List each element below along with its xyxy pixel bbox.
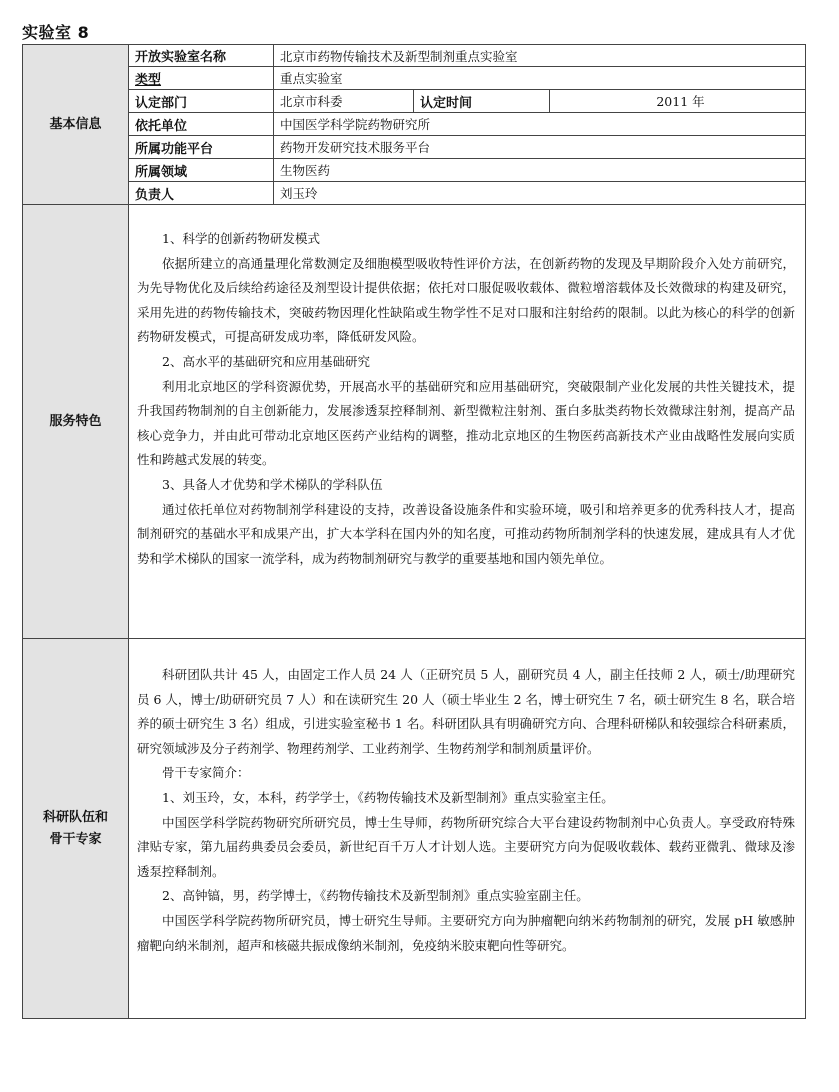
section-label-service: 服务特色 [23,205,129,639]
field-label-head: 负责人 [129,182,274,205]
row-dept [23,90,806,113]
field-value-head: 刘玉玲 [274,182,806,205]
field-value-time: 2011 年 [550,90,806,113]
field-value-name: 北京市药物传输技术及新型制剂重点实验室 [274,45,806,67]
field-label-platform: 所属功能平台 [129,136,274,159]
field-value-platform: 药物开发研究技术服务平台 [274,136,806,159]
field-value-type: 重点实验室 [274,67,806,90]
team-experts-heading: 骨干专家简介： [162,765,250,781]
lab-info-table [22,44,806,1019]
page-title: 实验室 8 [22,23,90,42]
section-label-team-line1: 科研队伍和 [42,809,108,825]
team-expert-1-title: 1、刘玉玲，女，本科，药学学士，《药物传输技术及新型制剂》重点实验室主任。 [162,789,614,805]
field-label-dept: 认定部门 [129,90,274,113]
team-expert-2-title: 2、高钟镐，男，药学博士，《药物传输技术及新型制剂》重点实验室副主任。 [162,888,589,904]
row-lab-name [23,45,806,67]
row-team [23,639,806,1019]
service-paragraph-2: 利用北京地区的学科资源优势，开展高水平的基础研究和应用基础研究，突破限制产业化发展的共性关键技术，提升我国药物制剂的自主创新能力，发展渗透泵控释制剂、新型微粒注射剂、蛋白多肽类药物长效微球注射剂，提高产品核心竞争力，并由此可带动北京地区医药产业结构的调整，推动北京地区的生物医药高新技术产业由战略性发展向实质性和跨越式发展的转变。 [137,378,796,468]
service-body [129,205,806,639]
section-label-basic: 基本信息 [23,45,129,205]
row-type [23,67,806,90]
team-paragraph-1: 科研团队共计 45 人，由固定工作人员 24 人（正研究员 5 人，副研究员 4 人，副主任技师 2 人，硕士/助理研究员 6 人，博士/助研研究员 7 人）和在读研究生 20 人（硕士毕业生 2 名，博士研究生 7 名，硕士研究生 8 名，联合培养的硕士研究生 3 名）组成，引进实验室秘书 1 名。科研团队具有明确研究方向、合理科研梯队和较强综合科研素质，研究领域涉及分子药剂学、物理药剂学、工业药剂学、生物药剂学和制剂质量评价。 [137,667,796,756]
field-label-time: 认定时间 [414,90,550,113]
service-heading-3: 3、具备人才优势和学术梯队的学科队伍 [162,476,383,492]
team-expert-1-desc: 中国医学科学院药物研究所研究员，博士生导师，药物所研究综合大平台建设药物制剂中心负责人。享受政府特殊津贴专家，第九届药典委员会委员，新世纪百千万人才计划人选。主要研究方向为促吸收载体、载药亚微乳、微球及渗透泵控释制剂。 [137,814,796,879]
row-platform [23,136,806,159]
field-value-dept: 北京市科委 [274,90,414,113]
section-label-team [23,639,129,1019]
row-field [23,159,806,182]
service-paragraph-3: 通过依托单位对药物制剂学科建设的支持，改善设备设施条件和实验环境，吸引和培养更多的优秀科技人才，提高制剂研究的基础水平和成果产出，扩大本学科在国内外的知名度，可推动药物所制剂学科的快速发展，建成具有人才优势和学术梯队的国家一流学科，成为药物制剂研究与教学的重要基地和国内领先单位。 [137,501,796,566]
field-value-host: 中国医学科学院药物研究所 [274,113,806,136]
row-host [23,113,806,136]
field-label-type: 类型 [129,67,274,90]
team-expert-2-desc: 中国医学科学院药物所研究员，博士研究生导师。主要研究方向为肿瘤靶向纳米药物制剂的研究，发展 pH 敏感肿瘤靶向纳米制剂，超声和核磁共振成像纳米制剂，免疫纳米胶束靶向性等研究。 [137,912,796,953]
row-service [23,205,806,639]
field-label-name: 开放实验室名称 [129,45,274,67]
service-heading-1: 1、科学的创新药物研发模式 [162,231,320,246]
section-label-team-line2: 骨干专家 [49,831,102,847]
team-body [129,639,806,1019]
field-value-field: 生物医药 [274,159,806,182]
field-label-field: 所属领域 [129,159,274,182]
row-head [23,182,806,205]
service-heading-2: 2、高水平的基础研究和应用基础研究 [162,353,370,369]
service-paragraph-1: 依据所建立的高通量理化常数测定及细胞模型吸收特性评价方法，在创新药物的发现及早期阶段介入处方前研究，为先导物优化及后续给药途径及剂型设计提供依据；依托对口服促吸收载体、微粒增溶载体及长效微球的构建及研究，采用先进的药物传输技术，突破药物因理化性缺陷或生物学性不足对口服和注射给药的限制。以此为核心的科学的创新药物研发模式，可提高研发成功率，降低研发风险。 [137,255,796,345]
field-label-host: 依托单位 [129,113,274,136]
